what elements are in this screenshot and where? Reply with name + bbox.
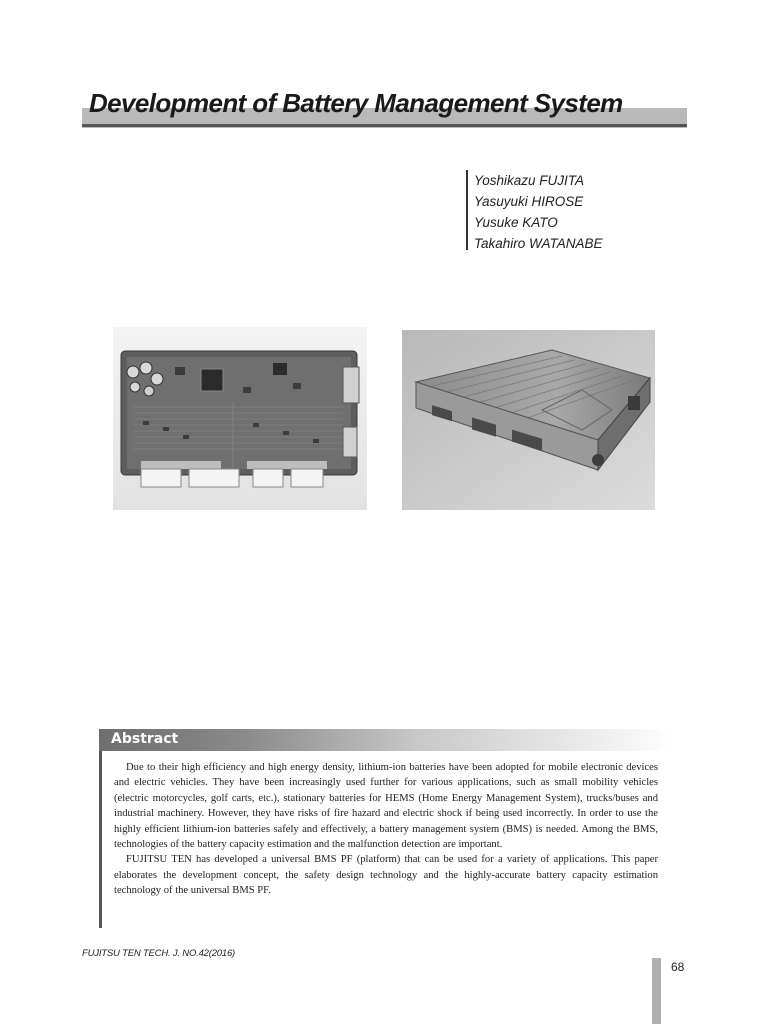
pcb-photo [113,327,367,510]
abstract-paragraph: Due to their high efficiency and high energy density, lithium-ion batteries have been adopted for mobile electronic devices and electric vehicles. They have been increasingly used further for various applications, such as small mobility vehicles (electric motorcycles, golf carts, etc.), stationary batteries for HEMS (Home Energy Management System), trucks/buses and industrial machinery. However, they have risks of fire hazard and electric shock if being used incorrectly. In order to use the highly efficient lithium-ion batteries safely and effectively, a battery management system (BMS) is needed. Among the BMS, technologies of the battery capacity estimation and the malfunction detection are important. [114,762,658,851]
abstract-side-rule [99,751,102,928]
enclosure-photo [402,330,655,510]
author-name: Yoshikazu FUJITA [474,173,585,188]
page-title: Development of Battery Management System [89,88,623,118]
abstract-header [99,729,679,751]
bms-enclosure-image [402,330,655,510]
journal-citation: FUJITSU TEN TECH. J. NO.42(2016) [82,948,236,959]
abstract-paragraph: FUJITSU TEN has developed a universal BMS PF (platform) that can be used for a variety of applications. This paper elaborates the development concept, the safety design technology and the highly-accurate battery capacity estimation technology of the universal BMS PF. [114,854,658,897]
abstract-body [114,760,658,899]
author-list [466,170,603,250]
abstract-heading: Abstract [111,731,179,747]
page-number: 68 [671,960,685,974]
title-underline [82,124,687,127]
author-name: Takahiro WATANABE [474,236,603,251]
author-name: Yusuke KATO [474,215,558,230]
author-name: Yasuyuki HIROSE [474,194,584,209]
page-number-bar [652,958,661,1024]
circuit-board-image [113,327,367,510]
